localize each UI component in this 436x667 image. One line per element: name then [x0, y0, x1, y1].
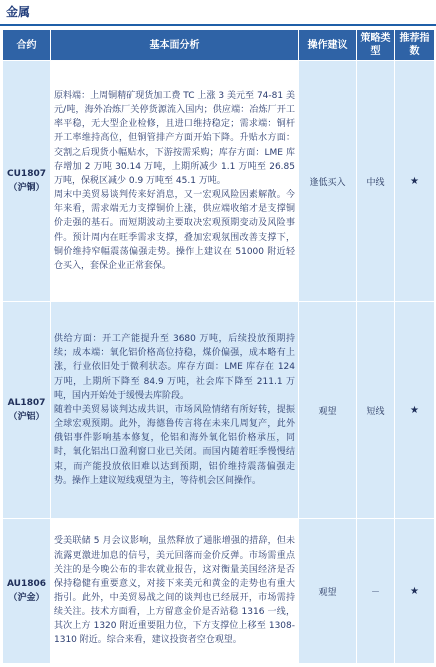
rating-cell: [395, 519, 435, 664]
analysis-cell: [51, 61, 299, 302]
header-analysis: 基本面分析: [51, 30, 299, 61]
analysis-cell: [51, 519, 299, 664]
contract-name: （沪铜）: [8, 183, 45, 193]
contract-cell: [3, 519, 51, 664]
section-title: 金属: [6, 5, 31, 19]
strategy-type-cell: 中线: [357, 61, 395, 302]
contract-code: CU1807: [7, 169, 46, 179]
strategy-table: [2, 29, 435, 664]
analysis-paragraph: 随着中美贸易谈判达成共识，市场风险情绪有所好转，提振全球宏观预期。此外，海德鲁传言将在未来几周复产，此外俄铝事件影响基本修复，伦铝和海外氧化铝价格承压，同时，氧化铝出口盈利窗口业已关闭。而国内随着旺季慢慢结束，而产能投放依旧难以达到预期，铝价维持震荡偏强走势。操作上建议短线观望为主，等待机会区间操作。: [54, 404, 295, 486]
rating-cell: [395, 302, 435, 519]
header-advice: 操作建议: [299, 30, 357, 61]
table-header-row: [3, 30, 435, 61]
analysis-cell: [51, 302, 299, 519]
star-icon: ★: [410, 585, 419, 597]
advice-cell: 观望: [299, 519, 357, 664]
contract-code: AL1807: [7, 398, 46, 408]
analysis-paragraph: 受美联储 5 月会议影响，虽然释放了通胀增强的措辞，但未流露更激进加息的信号，美元回落而金价反弹。市场需重点关注的是今晚公布的非农就业报告，这对衡量美国经济是否保持稳健有重要意义，对接下来美元和黄金的走势也有重大指引。此外，中美贸易战之间的谈判也已经展开，市场需持续关注。技术方面看，上方留意金价是否站稳 1316 一线，其次上方 1320 附近重要阻力位，下方支撑位上移至 1308-1310 附近。综合来看，建议投资者空仓观望。: [54, 536, 295, 646]
contract-code: AU1806: [6, 579, 47, 589]
section-divider: [0, 24, 436, 26]
strategy-type-cell: 短线: [357, 302, 395, 519]
contract-name: （沪金）: [8, 593, 45, 603]
analysis-paragraph: 供给方面：开工产能提升至 3680 万吨，后续投放预期持续；成本端：氧化铝价格高位持稳，煤价偏强，成本略有上涨，行业依旧处于微利状态。库存方面：LME 库存在 124 万吨，上期所下降至 84.9 万吨，社会库下降至 211.1 万吨，国内开始处于缓慢去库阶段。: [54, 334, 295, 401]
table-row: [3, 519, 435, 664]
contract-cell: [3, 302, 51, 519]
contract-name: （沪铝）: [8, 412, 45, 422]
advice-cell: 观望: [299, 302, 357, 519]
analysis-paragraph: 周末中美贸易谈判传来好消息，又一宏观风险因素解散。今年来看，需求端无力支撑铜价上涨，供应端收缩才是支撑铜价走强的基石。而短期波动主要取决宏观预期变动及风险事件。预计周内在旺季需求支撑，叠加宏观氛围改善支撑下，铜价维持窄幅震荡偏强走势。操作上建议在 51000 附近轻仓买入，套保企业正常套保。: [54, 190, 295, 271]
star-icon: ★: [410, 175, 419, 187]
table-row: [3, 61, 435, 302]
header-rating: 推荐指数: [395, 30, 435, 61]
contract-cell: [3, 61, 51, 302]
header-contract: 合约: [3, 30, 51, 61]
rating-cell: [395, 61, 435, 302]
analysis-paragraph: 原料端：上周铜精矿现货加工费 TC 上涨 3 美元至 74-81 美元/吨，海外冶炼厂关停货源流入国内；供应端：冶炼厂开工率平稳，无大型企业检修，且进口维持稳定；需求端：铜杆开工率维持高位，但铜管排产方面开始下降。升贴水方面：交割之后现货小幅贴水，下游按需采购；库存方面：LME 库存增加 2 万吨 30.14 万吨，上期所减少 1.1 万吨至 26.85 万吨，保税区减少 0.9 万吨至 45.1 万吨。: [54, 90, 295, 186]
table-row: [3, 302, 435, 519]
header-strategy-type: 策略类型: [357, 30, 395, 61]
star-icon: ★: [410, 404, 419, 416]
strategy-type-cell: －: [357, 519, 395, 664]
advice-cell: 逢低买入: [299, 61, 357, 302]
